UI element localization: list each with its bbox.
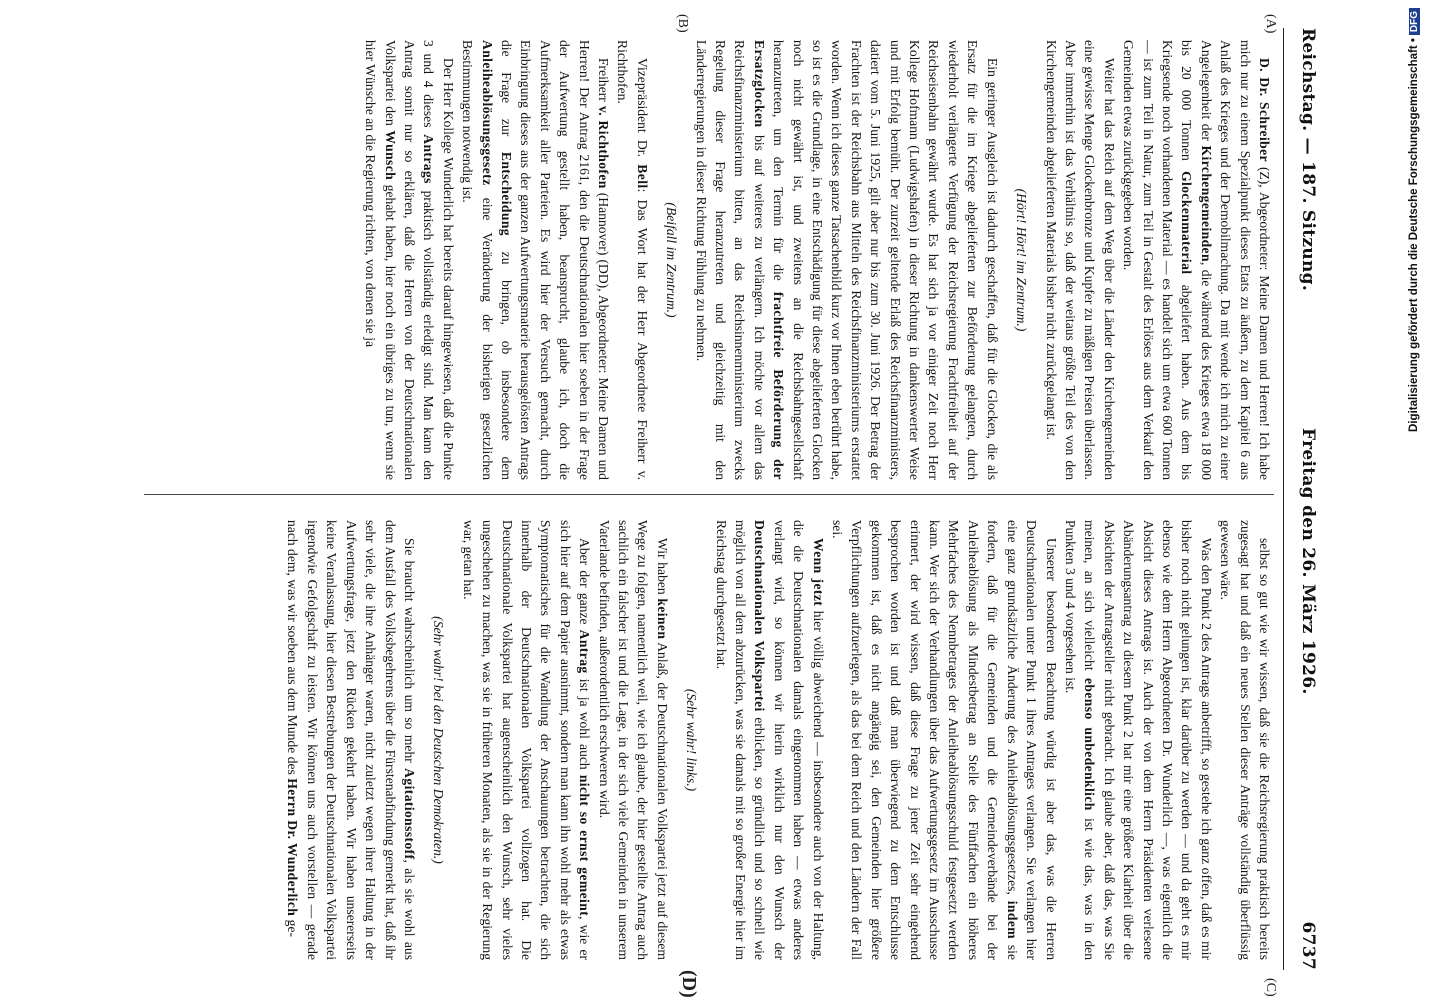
right-interjection: (Sehr wahr! links.)	[684, 688, 700, 792]
right-paragraph: Unserer besonderen Beachtung würdig ist aber das, was die Herren Deutschnationalen unter Punkt 1 ihres Antrages verlangen. Sie verlangen hier eine ganz grundsätzliche Änderung des Anleiheablösungsgesetzes, indem sie fordern, daß für die Gemeinden und die Gemeindeverbände bei der Anleiheablösung als Mindestbetrag an Stelle des Fünffachen ein höheres Mehrfaches des Nennbetrages der Anleiheablösungsschuld festgesetzt werden kann. Wer sich der Verhandlungen über das Aufwertungsgesetz im Ausschusse erinnert, der wird wissen, daß diese Frage zu jener Zeit sehr eingehend besprochen worden ist und daß man überwiegend zu dem Entschlusse gekommen ist, daß es nicht angängig sei, den Gemeinden hier größere Verpflichtungen aufzuerlegen, als das bei dem Reich und den Ländern der Fall sei.	[830, 520, 1059, 960]
left-paragraph: Vizepräsident Dr. Bell: Das Wort hat der Herr Abgeordnete Freiherr v. Richthofen.	[615, 40, 650, 480]
right-paragraph: Aber der ganze Antrag ist ja wohl auch nicht so ernst gemeint, wie er sich hier auf dem Papier ausnimmt, sondern man kann ihn wohl mehr als etwas Symptomatisches für die Wandlung der Anschauungen betrachten, die sich innerhalb der Deutschnationalen Volkspartei vollzogen hat. Die Deutschnationale Volkspartei hat augenscheinlich den Wunsch, sehr vieles ungeschehen zu machen, was sie in früheren Monaten, als sie in der Regierung war, getan hat.	[460, 520, 593, 961]
digitization-text: Digitalisierung gefördert durch die Deutsche Forschungsgemeinschaft •	[1408, 38, 1420, 432]
digitization-note	[1404, 8, 1432, 998]
left-interjection: (Hört! Hört! im Zentrum.)	[1014, 188, 1030, 332]
left-paragraph: Ein geringer Ausgleich ist dadurch geschaffen, daß für die Glocken, die als Ersatz für die im Kriege abgelieferten zur Beförderung gelangten, durch wiederholt verlängerte Verfügung der Reichsregierung Frachtfreiheit auf der Reichseisenbahn gewährt wurde. Es hat sich ja vor einiger Zeit noch Herr Kollege Hofmann (Ludwigshafen) in dieser Richtung in dankenswerter Weise und mit Erfolg bemüht. Der zurzeit geltende Erlaß des Reichsfinanzministers, datiert vom 5. Juni 1925, gilt aber nur bis zum 30. Juni 1926. Der Betrag der Frachten ist der Reichsbahn aus Mitteln des Reichsfinanzministeriums erstattet worden. Wenn ich dieses ganze Tatsachenbild kurz vor Ihnen eben berührt habe, so ist es die Grundlage, in eine Entschädigung für diese abgelieferten Glocken noch nicht gewährt ist, und zweitens an die Reichsbahngesellschaft heranzutreten, um den Termin für die frachtfreie Beförderung der Ersatzglocken bis auf weiteres zu verlängern. Ich möchte vor allem das Reichsfinanzministerium bitten, an das Reichsinnenministerium zwecks Regelung dieser Frage heranzutreten und gleichzeitig mit den Länderregierungen in dieser Richtung Fühlung zu nehmen.	[693, 40, 1000, 480]
page-header	[1286, 28, 1328, 970]
right-paragraph: Sie braucht wahrscheinlich um so mehr Agitationsstoff, als sie wohl aus dem Ausfall des Volksbegehrens über die Fürstenabfindung gemerkt hat, daß ihr sehr viele, die ihre Anhänger waren, nicht zuletzt wegen ihrer Haltung in der Aufwertungsfrage, jetzt den Rücken gekehrt haben. Wir haben unsererseits keine Veranlassung, hier diesen Bestrebungen der Deutschnationalen Volkspartei irgendwie Gefolgschaft zu leisten. Wir können uns auch vorstellen — gerade nach dem, was wir soeben aus dem Munde des Herrn Dr. Wunderlich ge-	[285, 520, 417, 960]
left-paragraph: Weiter hat das Reich auf dem Weg über die Länder den Kirchengemeinden eine gewisse Menge Glockenbronze und Kupfer zu mäßigen Preisen überlassen. Aber immerhin ist das Verhältnis so, daß der weitaus größte Teil des von den Kirchengemeinden abgelieferten Materials bisher nicht zurückgelangt ist.	[1043, 40, 1117, 480]
header-rule	[1283, 28, 1284, 970]
right-paragraph: Was den Punkt 2 des Antrags anbetrifft, so gestehe ich ganz offen, daß es mir bisher noch nicht gelungen ist, klar darüber zu werden — und da geht es mir ebenso wie dem Herrn Abgeordneten Dr. Wunderlich —, was eigentlich die Absicht dieses Antrags ist. Auch der von dem Herrn Präsidenten verlesene Abänderungsantrag zu diesem Punkt 2 hat mir eine größere Klarheit über die Absichten der Antragsteller nicht gebracht. Ich glaube aber, daß das, was Sie meinen, an sich vielleicht ebenso unbedenklich ist wie das, was in den Punkten 3 und 4 vorgesehen ist.	[1062, 520, 1214, 960]
column-divider	[144, 494, 1274, 495]
right-paragraph: selbst so gut wie wir wissen, daß sie die Reichsregierung praktisch bereits zugesagt hat und daß ein neues Stellen dieser Anträge vollständig überflüssig gewesen wäre.	[1218, 520, 1272, 960]
left-paragraph: D. Dr. Schreiber (Z), Abgeordneter: Meine Damen und Herren! Ich habe mich nur zu einem Spezialpunkt dieses Etats zu äußern, zu dem Kapitel 6 aus Anlaß des Krieges und der Demobilmachung. Da mit wende ich mich zu einer Angelegenheit der Kirchengemeinden, die während des Krieges etwa 18 000 bis 20 000 Tonnen Glockenmaterial abgeliefert haben. Aus dem bis Kriegsende noch vorhandenen Material — es handelt sich um etwa 600 Tonnen — ist zum Teil in Natur, zum Teil in Gestalt des Erlöses aus dem Verkauf den Gemeinden etwas zurückgegeben worden.	[1121, 40, 1272, 481]
margin-mark-d: (D)	[678, 970, 700, 998]
right-paragraph: Wenn jetzt hier völlig abweichend — insbesondere auch von der Haltung, die die Deutschnationalen damals eingenommen haben — etwas anderes verlangt wird, so können wir hierin wirklich nur den Wunsch der Deutschnationalen Volkspartei erblicken, so gründlich und so schnell wie möglich von all dem abzurücken, was sie damals mit so großer Energie hier im Reichstag durchgesetzt hat.	[713, 520, 826, 960]
left-paragraph: Freiherr v. Richthofen (Hannover) (DD), Abgeordneter: Meine Damen und Herren! Der Antrag 2161, den die Deutschnationalen hier soeben in der Frage der Aufwertung gestellt haben, beansprucht, glaube ich, doch die Aufmerksamkeit aller Parteien. Es wird hier der Versuch gemacht, durch Einbringung dieses aus der ganzen Aufwertungsmaterie herausgelösten Antrags die Frage zur Entscheidung zu bringen, ob insbesondere dem Anleiheablösungsgesetz eine Veränderung der bisherigen gesetzlichen Bestimmungen notwendig ist.	[460, 40, 611, 480]
left-text-column	[361, 40, 1274, 480]
margin-mark-b: (B)	[675, 14, 690, 33]
right-interjection: (Sehr wahr! bei den Deutschen Demokraten.)	[431, 616, 447, 864]
right-text-column	[283, 520, 1274, 960]
header-date: Freitag den 26. März 1926.	[1298, 428, 1318, 695]
left-paragraph: Der Herr Kollege Wunderlich hat bereits darauf hingewiesen, daß die Punkte 3 und 4 dieses Antrags praktisch vollständig erledigt sind. Man kann den Antrag somit nur so erklären, daß die Herren von der Deutschnationalen Volkspartei den Wunsch gehabt haben, hier noch ein übriges zu tun, wenn sie hier Wünsche an die Regierung richten, von denen sie ja	[363, 40, 456, 481]
margin-mark-a: (A)	[1263, 14, 1278, 34]
right-paragraph: Wir haben keinen Anlaß, der Deutschnationalen Volkspartei jetzt auf diesem Wege zu folgen, namentlich weil, wie ich glaube, der hier gestellte Antrag auch sachlich ein falscher ist und die Lage, in der sich viele Gemeinden in unserem Vaterlande befinden, außerordentlich erschweren wird.	[596, 520, 670, 960]
document-page	[112, 0, 1340, 1000]
header-left: Reichstag. — 187. Sitzung.	[1298, 28, 1318, 292]
left-interjection: (Beifall im Zentrum.)	[664, 202, 680, 318]
margin-mark-c: (C)	[1263, 978, 1278, 997]
page-number: 6737	[1298, 921, 1318, 970]
dfg-logo: DFG	[1409, 8, 1420, 35]
